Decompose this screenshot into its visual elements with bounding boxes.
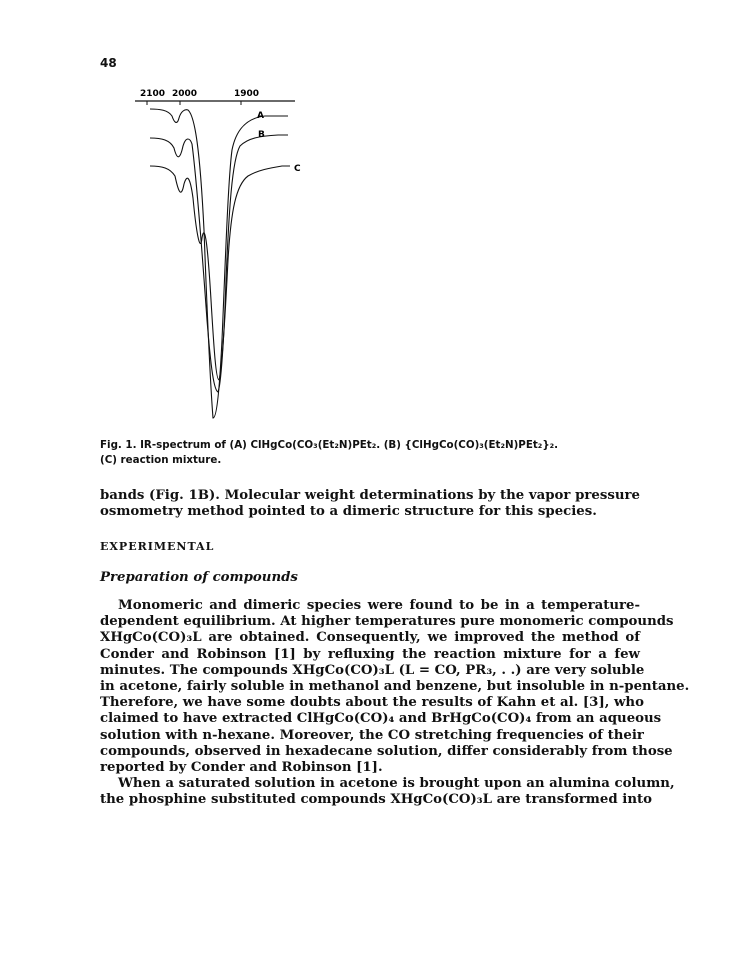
- page-number: 48: [100, 56, 117, 70]
- text-line: Therefore, we have some doubts about the results of Kahn et al. [3], who: [100, 695, 644, 711]
- text-line: bands (Fig. 1B). Molecular weight determinations by the vapor pressure: [100, 488, 640, 503]
- text-line: solution with n-hexane. Moreover, the CO stretching frequencies of their: [100, 727, 644, 743]
- spectrum-curve-c: [150, 166, 290, 380]
- caption-line: (C) reaction mixture.: [100, 454, 222, 466]
- intro-paragraph: [100, 488, 640, 520]
- spectrum-curve-b: [150, 135, 288, 392]
- x-tick-label-2100: 2100: [140, 89, 166, 99]
- text-line: Monomeric and dimeric species were found to be in a temperature-: [118, 598, 640, 613]
- caption-line: Fig. 1. IR-spectrum of (A) ClHgCo(CO₃(Et₂N)PEt₂. (B) {ClHgCo(CO)₃(Et₂N)PEt₂}₂.: [100, 439, 559, 451]
- ir-spectrum-plot: [130, 80, 310, 430]
- text-line: When a saturated solution in acetone is brought upon an alumina column,: [118, 776, 675, 792]
- figure-caption: [100, 438, 640, 468]
- text-line: minutes. The compounds XHgCo(CO)₃L (L = CO, PR₃, . .) are very soluble: [100, 662, 645, 678]
- section-heading: EXPERIMENTAL: [100, 540, 215, 553]
- spectrum-curve-a: [150, 109, 288, 418]
- subsection-heading: Preparation of compounds: [100, 570, 298, 585]
- text-line: XHgCo(CO)₃L are obtained. Consequently, we improved the method of: [100, 630, 640, 646]
- text-line: osmometry method pointed to a dimeric structure for this species.: [100, 504, 597, 520]
- curve-label-a: A: [257, 111, 264, 121]
- curve-label-b: B: [258, 130, 265, 140]
- text-line: the phosphine substituted compounds XHgCo(CO)₃L are transformed into: [100, 792, 652, 808]
- text-line: claimed to have extracted ClHgCo(CO)₄ and BrHgCo(CO)₄ from an aqueous: [100, 711, 662, 727]
- text-line: reported by Conder and Robinson [1].: [100, 760, 383, 776]
- x-tick-label-2000: 2000: [172, 89, 198, 99]
- text-line: Conder and Robinson [1] by refluxing the reaction mixture for a few: [100, 646, 640, 662]
- x-tick-label-1900: 1900: [234, 89, 260, 99]
- text-line: in acetone, fairly soluble in methanol and benzene, but insoluble in n-pentane.: [100, 679, 690, 695]
- text-line: dependent equilibrium. At higher temperatures pure monomeric compounds: [100, 614, 674, 630]
- body-text: [100, 598, 690, 809]
- curve-label-c: C: [294, 164, 301, 174]
- text-line: compounds, observed in hexadecane solution, differ considerably from those: [100, 743, 673, 759]
- ir-spectrum-figure: [130, 80, 310, 430]
